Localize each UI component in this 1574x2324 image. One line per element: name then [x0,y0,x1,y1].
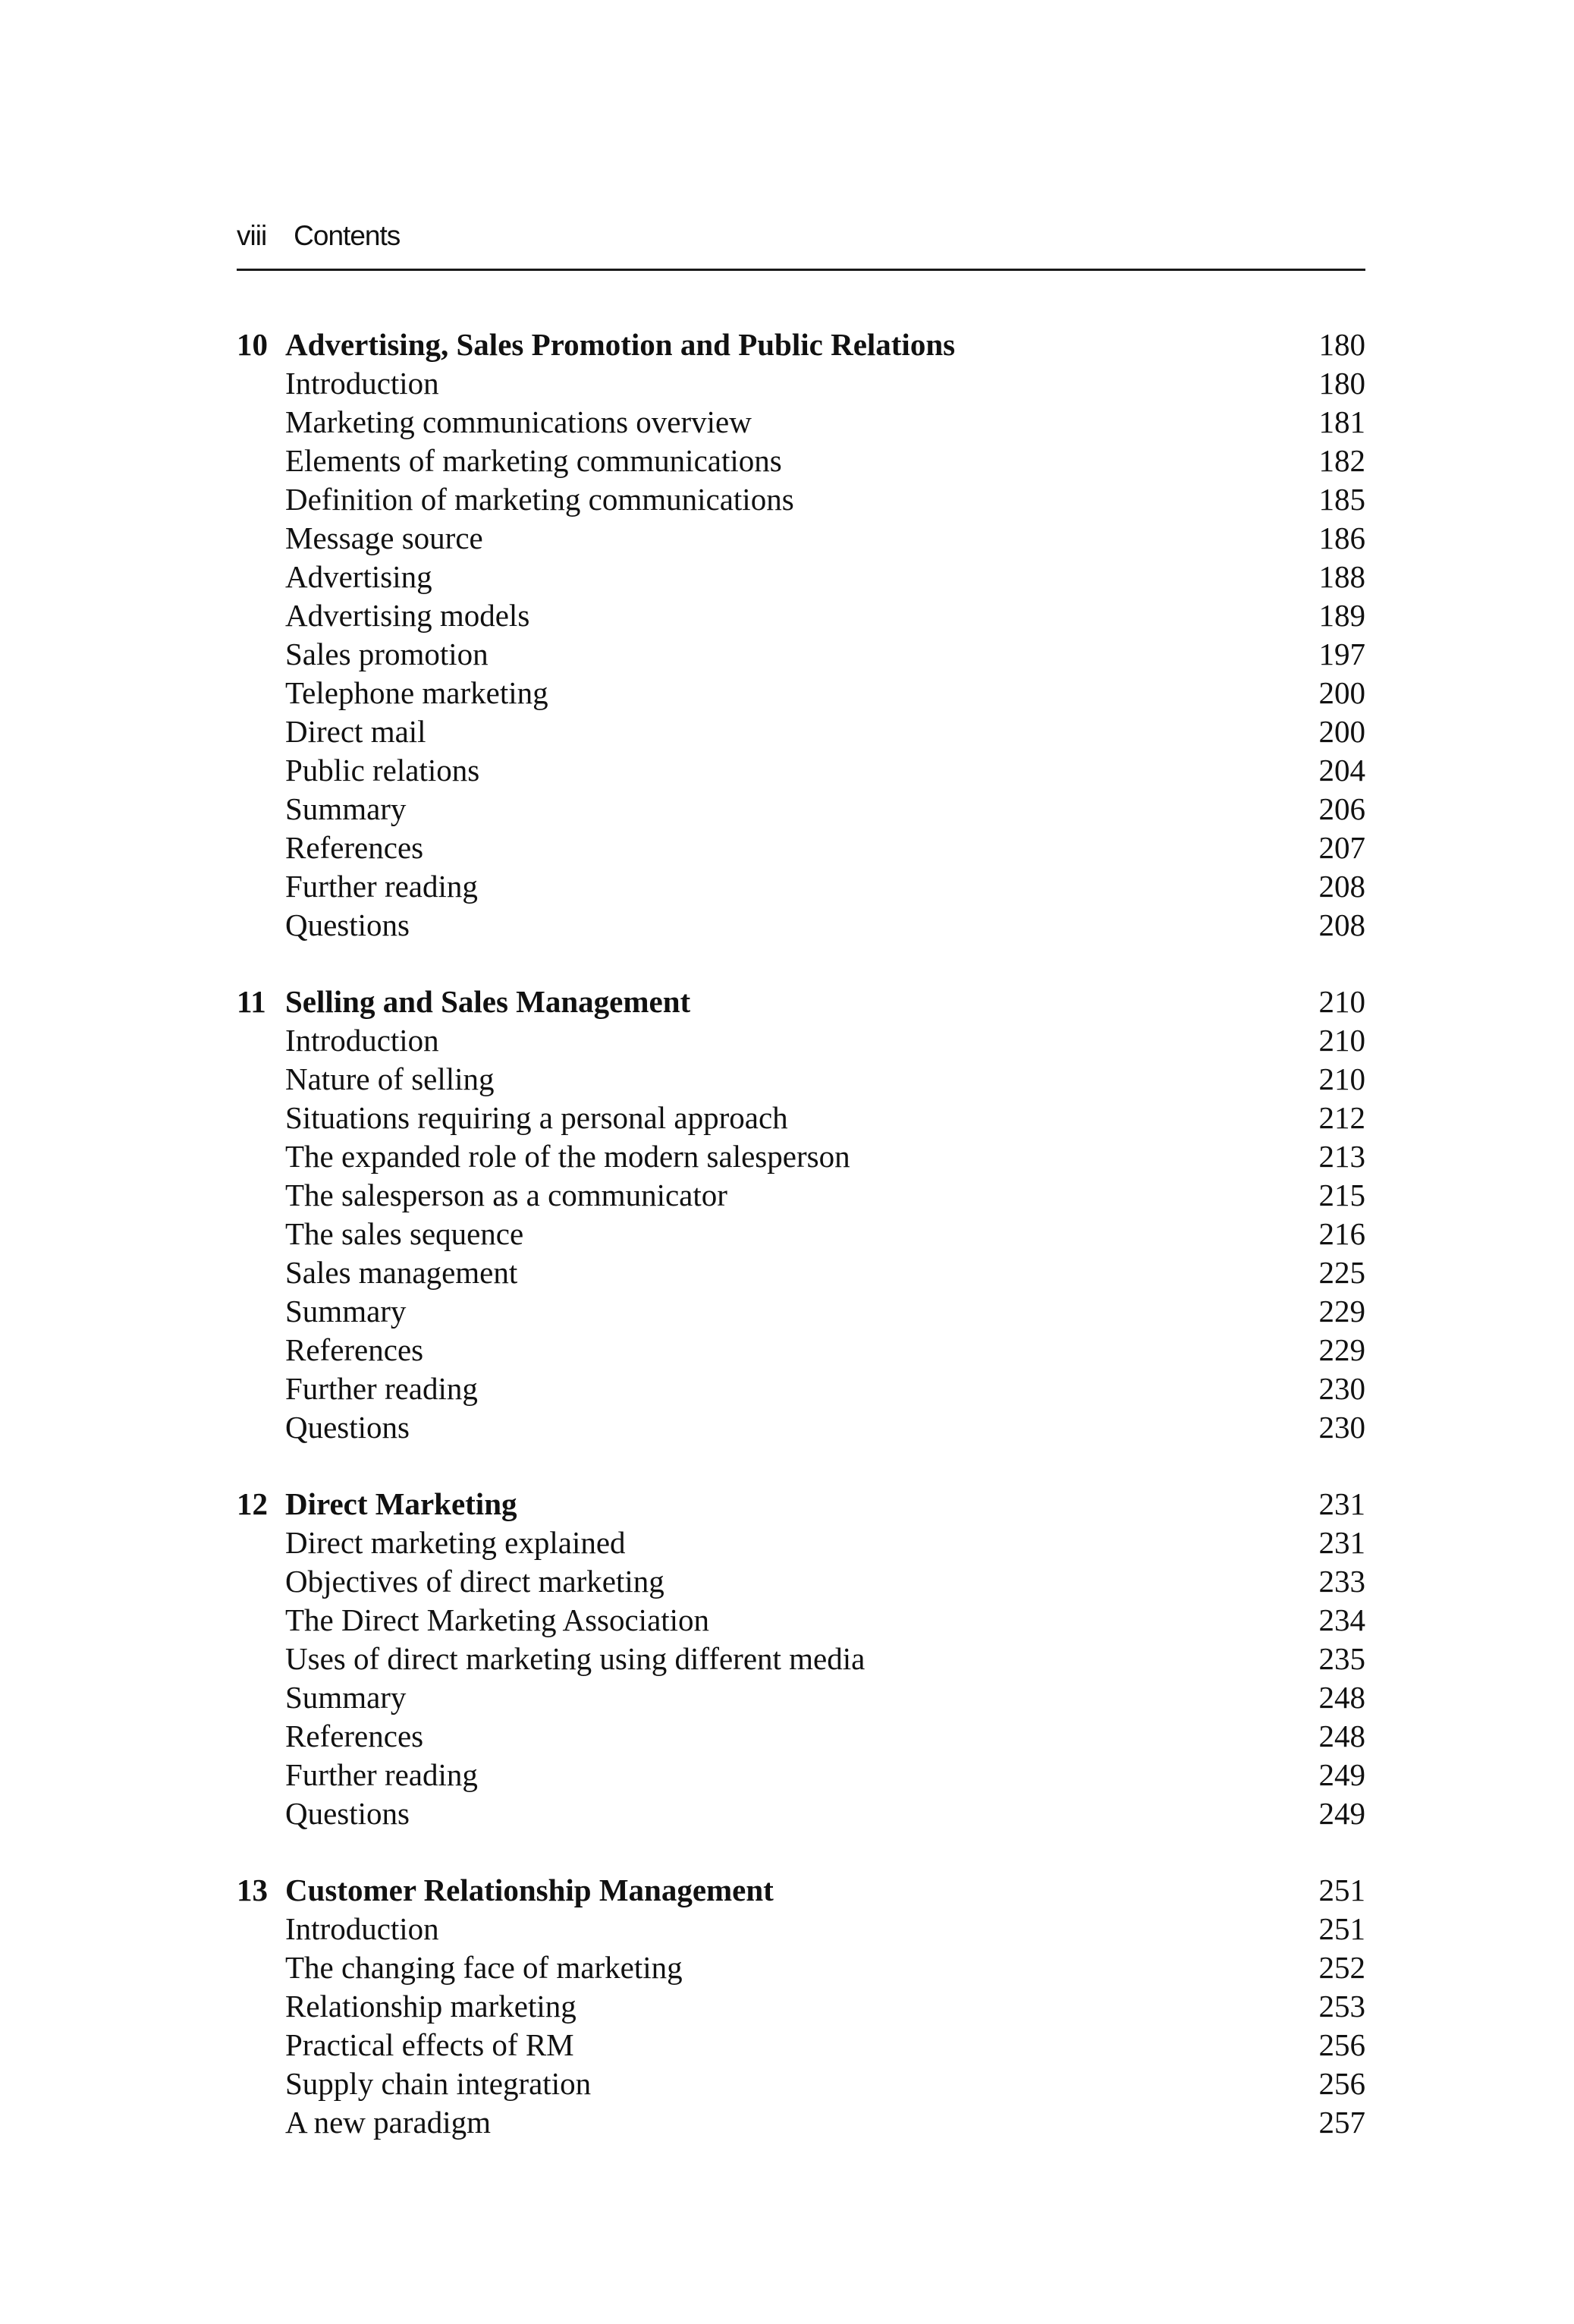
toc-entry-page: 206 [1318,791,1365,826]
toc-entry-label: The Direct Marketing Association [285,1602,710,1637]
toc-entry-page: 207 [1318,830,1365,865]
toc-entry-page: 235 [1318,1641,1365,1676]
toc-entry-label: Definition of marketing communications [285,482,794,517]
toc-entry[interactable] [237,403,1365,442]
toc-entry-label: Uses of direct marketing using different media [285,1641,866,1676]
toc-entry[interactable] [237,1137,1365,1176]
toc-entry-page: 186 [1318,520,1365,555]
toc-entry-label: Message source [285,520,483,555]
chapter-page-number: 210 [1318,984,1365,1019]
toc-entry-label: Advertising [285,559,432,594]
toc-entry-page: 230 [1318,1371,1365,1406]
toc-entry-label: Nature of selling [285,1061,495,1096]
toc-entry[interactable] [237,1524,1365,1562]
toc-entry-page: 189 [1318,598,1365,633]
chapter-title: Customer Relationship Management [285,1873,774,1907]
toc-entry[interactable] [237,674,1365,712]
toc-entry[interactable] [237,1292,1365,1331]
toc-entry-label: The salesperson as a communicator [285,1178,727,1212]
toc-entry[interactable] [237,519,1365,558]
toc-entry-label: The expanded role of the modern salesperson [285,1139,850,1174]
toc-entry-page: 197 [1318,637,1365,671]
toc-entry[interactable] [237,829,1365,867]
toc-entry-page: 216 [1318,1216,1365,1251]
toc-entry[interactable] [237,1910,1365,1948]
toc-entry-label: Introduction [285,1911,439,1946]
toc-entry-label: Direct mail [285,714,426,749]
toc-entry-page: 208 [1318,907,1365,942]
toc-entry-page: 210 [1318,1023,1365,1058]
toc-entry-page: 256 [1318,2066,1365,2101]
toc-entry-page: 204 [1318,753,1365,788]
toc-entry-page: 180 [1318,366,1365,401]
chapter-heading[interactable] [237,983,1365,1021]
toc-entry[interactable] [237,1331,1365,1370]
toc-entry[interactable] [237,1987,1365,2026]
toc-entry-page: 230 [1318,1410,1365,1445]
toc-entry[interactable] [237,442,1365,480]
toc-entry[interactable] [237,1408,1365,1447]
toc-entry-page: 248 [1318,1680,1365,1715]
toc-entry-page: 251 [1318,1911,1365,1946]
toc-entry-page: 181 [1318,404,1365,439]
toc-entry-label: References [285,830,424,865]
toc-entry-page: 182 [1318,443,1365,478]
toc-entry-label: Objectives of direct marketing [285,1564,664,1599]
toc-entry[interactable] [237,364,1365,403]
toc-entry[interactable] [237,1253,1365,1292]
toc-entry-label: Marketing communications overview [285,404,752,439]
toc-entry-label: Sales management [285,1255,518,1290]
toc-entry-label: References [285,1719,424,1753]
chapter-page-number: 231 [1318,1486,1365,1521]
toc-entry-label: Questions [285,907,410,942]
toc-entry-label: Telephone marketing [285,675,548,710]
chapter-title: Advertising, Sales Promotion and Public Relations [285,327,956,362]
toc-entry-page: 208 [1318,869,1365,904]
toc-entry-page: 210 [1318,1061,1365,1096]
toc-entry-label: A new paradigm [285,2105,491,2140]
toc-entry-page: 248 [1318,1719,1365,1753]
toc-entry-label: The sales sequence [285,1216,524,1251]
toc-entry[interactable] [237,790,1365,829]
toc-entry-label: Summary [285,1680,407,1715]
toc-entry-label: Elements of marketing communications [285,443,782,478]
toc-entry-page: 233 [1318,1564,1365,1599]
running-title: Contents [294,220,401,251]
toc-entry-page: 215 [1318,1178,1365,1212]
toc-entry-page: 256 [1318,2027,1365,2062]
toc-entry-label: Summary [285,791,407,826]
toc-entry-label: Questions [285,1410,410,1445]
toc-entry-page: 225 [1318,1255,1365,1290]
toc-entry[interactable] [237,1176,1365,1215]
toc-entry-label: Direct marketing explained [285,1525,626,1560]
toc-entry-label: Further reading [285,1757,478,1792]
toc-entry-page: 231 [1318,1525,1365,1560]
chapter-12 [237,1485,1365,1833]
toc-entry-page: 200 [1318,714,1365,749]
chapter-number: 11 [237,984,266,1019]
toc-entry[interactable] [237,712,1365,751]
toc-entry-page: 200 [1318,675,1365,710]
toc-entry-page: 249 [1318,1757,1365,1792]
toc-entry[interactable] [237,867,1365,906]
chapter-heading[interactable] [237,1871,1365,1910]
toc-entry[interactable] [237,1562,1365,1601]
toc-entry-label: Introduction [285,366,439,401]
chapter-page-number: 180 [1318,327,1365,362]
toc-entry[interactable] [237,2103,1365,2142]
toc-entry[interactable] [237,906,1365,945]
toc-entry[interactable] [237,1756,1365,1794]
toc-entry-page: 212 [1318,1100,1365,1135]
chapter-number: 10 [237,327,268,362]
toc-entry-label: Summary [285,1294,407,1329]
chapter-number: 12 [237,1486,268,1521]
toc-entry[interactable] [237,1601,1365,1640]
chapter-title: Selling and Sales Management [285,984,691,1019]
toc-entry-label: Advertising models [285,598,530,633]
toc-entry-label: Further reading [285,1371,478,1406]
chapter-heading[interactable] [237,1485,1365,1524]
toc-entry-page: 253 [1318,1989,1365,2024]
toc-entry-label: Relationship marketing [285,1989,577,2024]
toc-entry-page: 257 [1318,2105,1365,2140]
toc-entry-page: 185 [1318,482,1365,517]
toc-entry-label: Sales promotion [285,637,489,671]
toc-entry-label: Further reading [285,869,478,904]
toc-entry-label: Practical effects of RM [285,2027,574,2062]
chapter-page-number: 251 [1318,1873,1365,1907]
toc-entry[interactable] [237,480,1365,519]
chapter-13 [237,1871,1365,2142]
toc-entry-page: 234 [1318,1602,1365,1637]
chapter-title: Direct Marketing [285,1486,517,1521]
chapter-number: 13 [237,1873,268,1907]
header-rule [237,269,1365,271]
toc-entry-page: 188 [1318,559,1365,594]
chapter-11 [237,983,1365,1447]
page-number: viii [237,220,267,251]
toc-entry[interactable] [237,2065,1365,2103]
toc-entry-page: 249 [1318,1796,1365,1831]
toc-entry-page: 229 [1318,1294,1365,1329]
toc-entry[interactable] [237,596,1365,635]
toc-entry-label: Situations requiring a personal approach [285,1100,788,1135]
toc-entry[interactable] [237,1215,1365,1253]
toc-entry[interactable] [237,635,1365,674]
toc-entry-label: The changing face of marketing [285,1950,683,1985]
toc-entry-label: Public relations [285,753,480,788]
toc-entry[interactable] [237,1717,1365,1756]
toc-entry[interactable] [237,1794,1365,1833]
toc-entry-page: 213 [1318,1139,1365,1174]
running-header [237,217,1365,255]
toc-entry[interactable] [237,1948,1365,1987]
toc-entry[interactable] [237,2026,1365,2065]
toc-entry-label: Introduction [285,1023,439,1058]
toc-entry[interactable] [237,1370,1365,1408]
toc-entry[interactable] [237,1678,1365,1717]
toc-entry[interactable] [237,1099,1365,1137]
toc-entry-label: References [285,1332,424,1367]
toc-entry[interactable] [237,1640,1365,1678]
chapter-heading[interactable] [237,325,1365,364]
chapter-10 [237,325,1365,945]
toc-entry[interactable] [237,1060,1365,1099]
toc-entry-label: Supply chain integration [285,2066,592,2101]
toc-entry-page: 252 [1318,1950,1365,1985]
toc-entry-page: 229 [1318,1332,1365,1367]
toc-entry-label: Questions [285,1796,410,1831]
toc-entry[interactable] [237,1021,1365,1060]
toc-entry[interactable] [237,558,1365,596]
table-of-contents [237,325,1365,2180]
toc-entry[interactable] [237,751,1365,790]
